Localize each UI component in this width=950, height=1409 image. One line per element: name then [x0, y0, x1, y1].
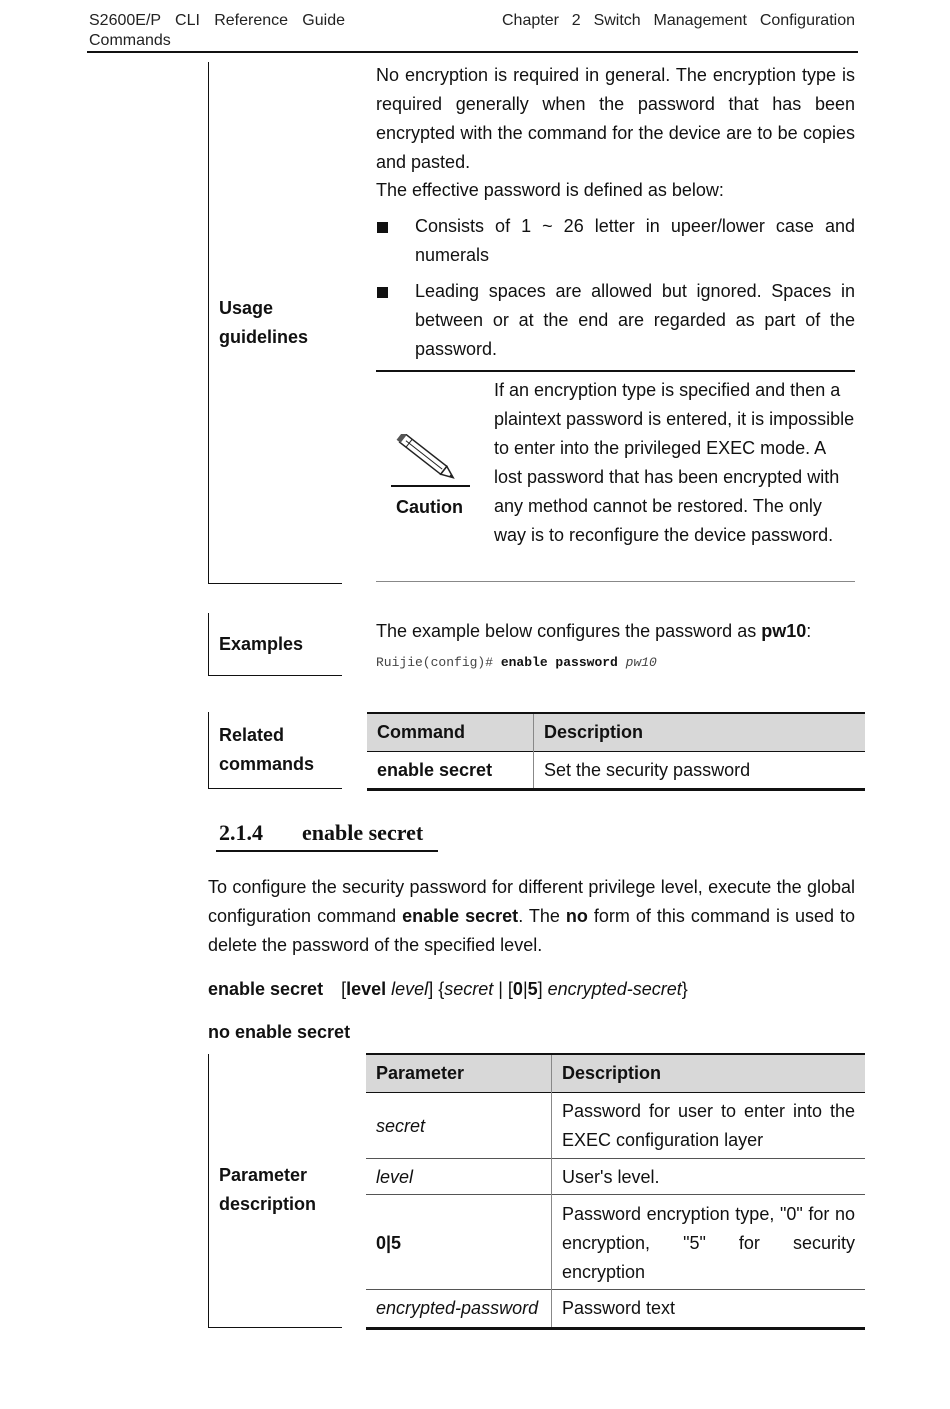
table-cell-description: Set the security password — [544, 760, 751, 780]
header-chapter-title: Chapter 2 Switch Management Configuration — [502, 12, 855, 29]
section-title: enable secret — [302, 820, 424, 845]
caution-label: Caution — [396, 497, 463, 517]
table-header-command: Command — [377, 722, 466, 742]
section-title-underline — [216, 850, 438, 852]
table-column-divider — [533, 714, 534, 788]
header-rule — [87, 51, 858, 53]
usage-paragraph-2: The effective password is defined as below: — [376, 180, 724, 200]
bullet-square-icon — [377, 287, 388, 298]
params-left-border — [208, 1054, 209, 1328]
example-code-line: Ruijie(config)# enable password pw10 — [376, 655, 657, 670]
param-name-level: level — [376, 1167, 414, 1187]
examples-label: Examples — [219, 634, 304, 654]
table-top-rule — [366, 1053, 865, 1055]
section-intro: To configure the security password for different privilege level, execute the global configuration command enable secret. The no form of this command is used to delete the password of the specified level. — [208, 877, 855, 955]
caution-icon-rule — [391, 485, 470, 487]
related-bottom-border — [208, 788, 342, 789]
header-guide-subtitle: Commands — [89, 32, 171, 49]
param-name-encrypted-password: encrypted-password — [376, 1298, 539, 1318]
table-top-rule — [367, 712, 865, 714]
caution-bottom-rule — [376, 581, 855, 582]
params-bottom-border — [208, 1327, 342, 1328]
table-cell-command: enable secret — [377, 760, 493, 780]
table-row-rule — [366, 1158, 865, 1159]
usage-bullet-1: Consists of 1 ~ 26 letter in upeer/lower case and numerals — [415, 216, 855, 265]
syntax-enable-secret: enable secret [level level] {secret | [0|5] encrypted-secret} — [208, 979, 688, 999]
examples-left-border — [208, 613, 209, 676]
table-header-parameter: Parameter — [376, 1063, 465, 1083]
table-row-rule — [366, 1289, 865, 1290]
param-name-encryption-type: 0|5 — [376, 1233, 402, 1253]
param-desc-secret: Password for user to enter into the EXEC configuration layer — [562, 1101, 855, 1150]
caution-text: If an encryption type is specified and then a plaintext password is entered, it is impossible to enter into the privileged EXEC mode. A lost password that has been encrypted with any method cannot be restored. The only way is to reconfigure the device password. — [494, 380, 855, 545]
usage-label: Usage guidelines — [219, 298, 309, 347]
section-number: 2.1.4 — [219, 820, 263, 845]
param-name-secret: secret — [376, 1116, 426, 1136]
table-header-description: Description — [562, 1063, 662, 1083]
param-desc-encryption-type: Password encryption type, "0" for no encryption, "5" for security encryption — [562, 1204, 855, 1282]
table-row-rule — [366, 1194, 865, 1195]
params-label: Parameter description — [219, 1165, 317, 1214]
table-header-description: Description — [544, 722, 644, 742]
table-header-rule — [367, 751, 865, 752]
table-bottom-rule — [367, 788, 865, 791]
pencil-icon — [388, 434, 468, 486]
usage-bullet-2: Leading spaces are allowed but ignored. Spaces in between or at the end are regarded as part of the password. — [415, 281, 855, 359]
examples-intro: The example below configures the password as pw10: — [376, 621, 812, 641]
param-desc-encrypted-password: Password text — [562, 1298, 676, 1318]
usage-left-border — [208, 62, 209, 584]
table-bottom-rule — [366, 1327, 865, 1330]
table-header-rule — [366, 1092, 865, 1093]
related-left-border — [208, 712, 209, 789]
parameter-table — [366, 1053, 865, 1330]
usage-paragraph-1: No encryption is required in general. The encryption type is required generally when the password that has been encrypted with the command for the device are to be copies and pasted. — [376, 65, 855, 172]
caution-top-rule — [376, 370, 855, 372]
header-guide-title: S2600E/P CLI Reference Guide — [89, 12, 345, 29]
related-label: Related commands — [219, 725, 315, 774]
examples-bottom-border — [208, 675, 342, 676]
table-column-divider — [551, 1055, 552, 1327]
usage-bottom-border — [208, 583, 342, 584]
bullet-square-icon — [377, 222, 388, 233]
related-commands-table — [367, 712, 865, 791]
param-desc-level: User's level. — [562, 1167, 660, 1187]
syntax-no-enable-secret: no enable secret — [208, 1022, 351, 1042]
